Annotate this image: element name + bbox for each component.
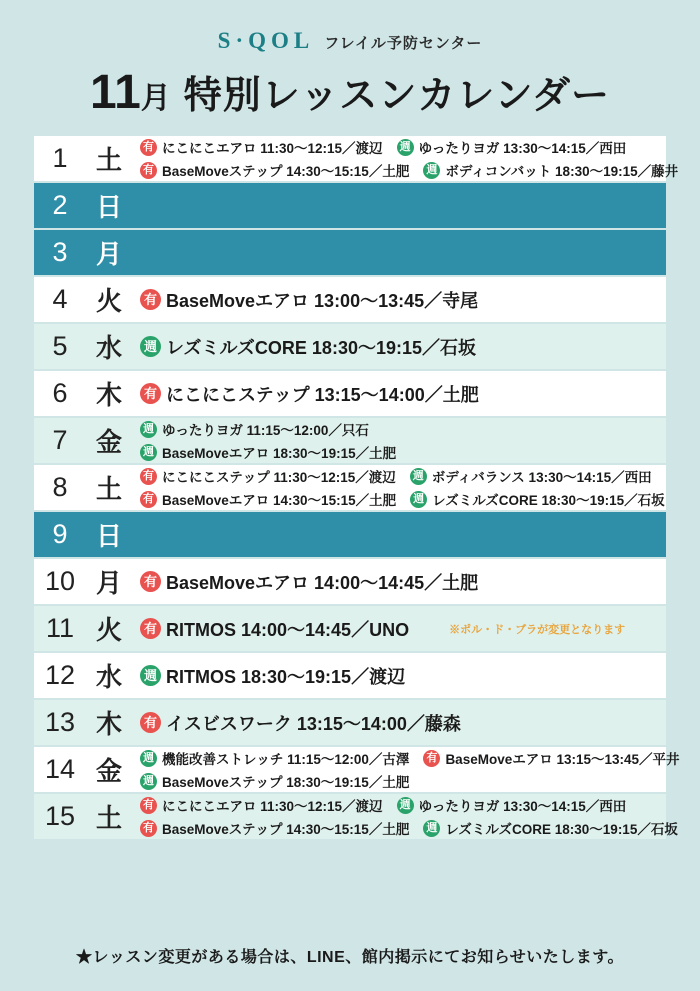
lesson-entry: [140, 710, 461, 736]
lesson-text: レズミルズCORE 18:30〜19:15／石坂: [432, 493, 665, 508]
day-number: 12: [34, 652, 86, 699]
lesson-entry: [423, 818, 678, 838]
lesson-line: [140, 160, 679, 180]
lesson-entry: [410, 489, 665, 509]
day-lessons-cell: [132, 511, 666, 558]
lesson-entry: [140, 137, 383, 157]
lesson-line: [140, 489, 666, 509]
day-of-week: 火: [86, 276, 132, 323]
table-row: [34, 746, 666, 793]
day-of-week: 土: [86, 464, 132, 511]
lesson-text: BaseMoveステップ 14:30〜15:15／土肥: [162, 164, 410, 179]
paid-badge-icon: 有: [140, 618, 161, 639]
lesson-text: BaseMoveエアロ 18:30〜19:15／土肥: [162, 446, 397, 461]
day-of-week: 土: [86, 135, 132, 182]
lesson-line: [140, 334, 666, 360]
lesson-text: BaseMoveステップ 18:30〜19:15／土肥: [162, 775, 410, 790]
paid-badge-icon: 有: [140, 289, 161, 310]
poster-header: [0, 0, 700, 120]
paid-badge-icon: 有: [140, 797, 157, 814]
table-row: [34, 182, 666, 229]
lesson-list: [140, 381, 666, 407]
day-of-week: 月: [86, 229, 132, 276]
lesson-entry: [397, 137, 627, 157]
day-number: 14: [34, 746, 86, 793]
paid-badge-icon: 有: [423, 750, 440, 767]
day-lessons-cell: [132, 370, 666, 417]
lesson-entry: [140, 616, 409, 642]
day-number: 9: [34, 511, 86, 558]
weekly-badge-icon: 週: [410, 468, 427, 485]
lesson-text: BaseMoveステップ 14:30〜15:15／土肥: [162, 822, 410, 837]
lesson-text: イスビスワーク 13:15〜14:00／藤森: [166, 713, 461, 734]
day-number: 2: [34, 182, 86, 229]
day-of-week: 月: [86, 558, 132, 605]
month-kanji: 月: [140, 82, 172, 115]
day-number: 13: [34, 699, 86, 746]
lesson-list: [140, 466, 666, 509]
lesson-text: レズミルズCORE 18:30〜19:15／石坂: [445, 822, 678, 837]
lesson-list: [140, 748, 680, 791]
paid-badge-icon: 有: [140, 820, 157, 837]
lesson-entry: [140, 287, 478, 313]
day-lessons-cell: [132, 417, 666, 464]
table-row: [34, 323, 666, 370]
brand-subtitle: フレイル予防センター: [324, 35, 483, 52]
lesson-text: BaseMoveエアロ 13:15〜13:45／平井: [445, 752, 680, 767]
lesson-text: ボディコンバット 18:30〜19:15／藤井: [445, 164, 679, 179]
title-main: 特別レッスンカレンダー: [183, 75, 610, 117]
weekly-badge-icon: 週: [140, 665, 161, 686]
day-number: 1: [34, 135, 86, 182]
lesson-line: [140, 442, 666, 462]
weekly-badge-icon: 週: [397, 797, 414, 814]
day-number: 8: [34, 464, 86, 511]
lesson-text: ゆったりヨガ 11:15〜12:00／只石: [162, 423, 369, 438]
weekly-badge-icon: 週: [140, 421, 157, 438]
day-lessons-cell: [132, 464, 666, 511]
lesson-text: BaseMoveエアロ 14:00〜14:45／土肥: [166, 572, 479, 593]
lesson-entry: [397, 795, 627, 815]
day-lessons-cell: [132, 182, 666, 229]
lesson-line: [140, 419, 666, 439]
lesson-line: [140, 771, 666, 791]
day-number: 5: [34, 323, 86, 370]
lesson-entry: [140, 771, 409, 791]
lesson-text: にこにこエアロ 11:30〜12:15／渡辺: [162, 141, 383, 156]
day-lessons-cell: [132, 323, 666, 370]
lesson-entry: [410, 466, 652, 486]
day-lessons-cell: [132, 276, 666, 323]
paid-badge-icon: 有: [140, 571, 161, 592]
lesson-text: にこにこエアロ 11:30〜12:15／渡辺: [162, 799, 383, 814]
brand-line: [0, 28, 700, 54]
day-number: 6: [34, 370, 86, 417]
day-of-week: 水: [86, 323, 132, 370]
lesson-line: [140, 818, 678, 838]
lesson-text: レズミルズCORE 18:30〜19:15／石坂: [166, 337, 476, 358]
day-lessons-cell: [132, 558, 666, 605]
lesson-entry: [140, 663, 405, 689]
lesson-text: ゆったりヨガ 13:30〜14:15／西田: [418, 799, 627, 814]
day-number: 4: [34, 276, 86, 323]
lesson-list: [140, 334, 666, 360]
weekly-badge-icon: 週: [397, 139, 414, 156]
lesson-text: BaseMoveエアロ 13:00〜13:45／寺尾: [166, 290, 479, 311]
lesson-line: [140, 137, 666, 157]
day-lessons-cell: [132, 746, 680, 793]
lesson-list: [140, 663, 666, 689]
table-row: [34, 652, 666, 699]
page-title: [0, 64, 700, 120]
lesson-entry: [140, 160, 409, 180]
paid-badge-icon: 有: [140, 383, 161, 404]
lesson-text: BaseMoveエアロ 14:30〜15:15／土肥: [162, 493, 397, 508]
table-row: [34, 699, 666, 746]
lesson-line: [140, 795, 666, 815]
table-row: [34, 793, 666, 840]
lesson-text: RITMOS 18:30〜19:15／渡辺: [166, 666, 406, 687]
weekly-badge-icon: 週: [423, 820, 440, 837]
table-row: [34, 464, 666, 511]
month-number: 11: [90, 66, 141, 119]
day-of-week: 日: [86, 182, 132, 229]
lesson-list: [140, 569, 666, 595]
lesson-text: にこにこステップ 13:15〜14:00／土肥: [166, 384, 479, 405]
paid-badge-icon: 有: [140, 139, 157, 156]
lesson-line: [140, 748, 680, 768]
lesson-entry: [140, 381, 479, 407]
lesson-text: にこにこステップ 11:30〜12:15／渡辺: [162, 470, 396, 485]
day-of-week: 水: [86, 652, 132, 699]
day-number: 3: [34, 229, 86, 276]
lesson-entry: [423, 160, 678, 180]
day-lessons-cell: [132, 229, 666, 276]
lesson-line: [140, 381, 666, 407]
lesson-list: [140, 287, 666, 313]
paid-badge-icon: 有: [140, 491, 157, 508]
table-row: [34, 276, 666, 323]
lesson-text: ボディバランス 13:30〜14:15／西田: [431, 470, 652, 485]
day-number: 11: [34, 605, 86, 652]
lesson-entry: [140, 569, 478, 595]
lesson-list: [140, 419, 666, 462]
day-of-week: 金: [86, 746, 132, 793]
lesson-list: [140, 616, 666, 642]
weekly-badge-icon: 週: [410, 491, 427, 508]
day-of-week: 金: [86, 417, 132, 464]
day-lessons-cell: [132, 793, 678, 840]
weekly-badge-icon: 週: [423, 162, 440, 179]
lesson-list: [140, 137, 679, 180]
lesson-text: RITMOS 14:00〜14:45／UNO: [166, 619, 410, 640]
brand-logo: S·QOL: [217, 28, 315, 53]
day-of-week: 日: [86, 511, 132, 558]
table-row: [34, 605, 666, 652]
lesson-entry: [140, 489, 396, 509]
lesson-line: [140, 710, 666, 736]
day-number: 7: [34, 417, 86, 464]
day-lessons-cell: [132, 605, 666, 652]
footer-note: ★レッスン変更がある場合は、LINE、館内掲示にてお知らせいたします。: [75, 949, 625, 966]
lesson-line: [140, 663, 666, 689]
day-number: 10: [34, 558, 86, 605]
weekly-badge-icon: 週: [140, 750, 157, 767]
table-row: [34, 511, 666, 558]
lesson-text: 機能改善ストレッチ 11:15〜12:00／古澤: [162, 752, 410, 767]
lesson-entry: [140, 748, 409, 768]
lesson-line: [140, 569, 666, 595]
lesson-entry: [423, 748, 679, 768]
table-row: [34, 417, 666, 464]
lesson-entry: [140, 466, 396, 486]
day-number: 15: [34, 793, 86, 840]
lesson-line: [140, 466, 666, 486]
day-of-week: 火: [86, 605, 132, 652]
paid-badge-icon: 有: [140, 468, 157, 485]
weekly-badge-icon: 週: [140, 336, 161, 357]
lesson-list: [140, 795, 678, 838]
lesson-entry: [140, 818, 409, 838]
table-row: [34, 370, 666, 417]
lesson-list: [140, 710, 666, 736]
lesson-line: [140, 616, 666, 642]
lesson-calendar-table: [34, 134, 680, 841]
table-row: [34, 558, 666, 605]
day-of-week: 土: [86, 793, 132, 840]
lesson-entry: [140, 334, 476, 360]
weekly-badge-icon: 週: [140, 773, 157, 790]
lesson-line: [140, 287, 666, 313]
table-row: [34, 229, 666, 276]
day-of-week: 木: [86, 699, 132, 746]
paid-badge-icon: 有: [140, 162, 157, 179]
day-lessons-cell: [132, 699, 666, 746]
day-lessons-cell: [132, 135, 679, 182]
lesson-entry: [140, 795, 383, 815]
lesson-entry: [140, 442, 396, 462]
day-lessons-cell: [132, 652, 666, 699]
table-row: [34, 135, 666, 182]
weekly-badge-icon: 週: [140, 444, 157, 461]
lesson-text: ゆったりヨガ 13:30〜14:15／西田: [418, 141, 627, 156]
paid-badge-icon: 有: [140, 712, 161, 733]
lesson-entry: [140, 419, 369, 439]
change-note: ※ポル・ド・ブラが変更となります: [449, 623, 626, 636]
day-of-week: 木: [86, 370, 132, 417]
